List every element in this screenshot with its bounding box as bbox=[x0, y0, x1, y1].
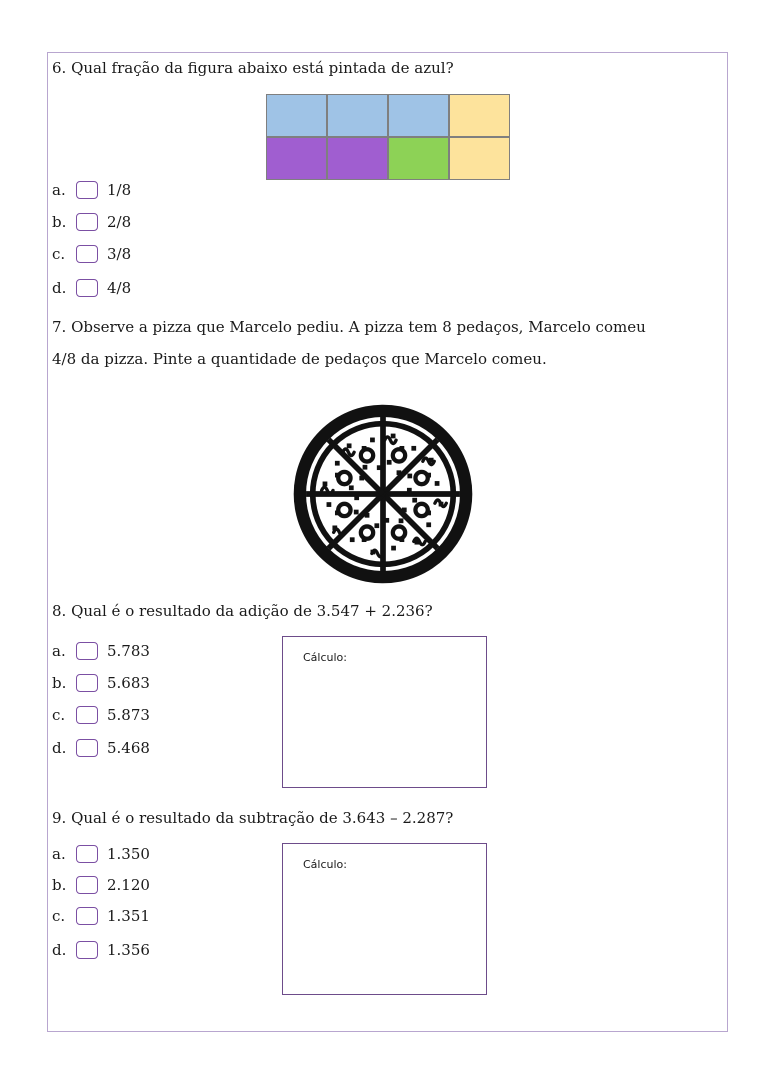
q9-checkbox-a[interactable] bbox=[76, 845, 98, 863]
grid-cell bbox=[449, 137, 510, 180]
q6-checkbox-a[interactable] bbox=[76, 181, 98, 199]
topping-piece bbox=[412, 498, 417, 503]
option-letter: c. bbox=[52, 245, 66, 263]
q8-option-a bbox=[52, 641, 150, 661]
topping-piece bbox=[435, 481, 440, 486]
q9-checkbox-b[interactable] bbox=[76, 876, 98, 894]
topping-piece bbox=[400, 537, 405, 542]
grid-cell bbox=[266, 137, 327, 180]
q6-option-c bbox=[52, 244, 131, 264]
topping-piece bbox=[370, 438, 375, 443]
q9-calculation-box[interactable] bbox=[282, 843, 487, 995]
q9-option-c bbox=[52, 906, 150, 926]
q6-checkbox-b[interactable] bbox=[76, 213, 98, 231]
option-text: 5.683 bbox=[107, 674, 150, 692]
q9-option-b bbox=[52, 875, 150, 895]
option-text: 2/8 bbox=[107, 213, 132, 231]
calculation-label: Cálculo: bbox=[303, 858, 347, 871]
option-letter: a. bbox=[52, 845, 66, 863]
option-text: 1.356 bbox=[107, 941, 150, 959]
topping-piece bbox=[426, 522, 431, 527]
topping-piece bbox=[354, 495, 359, 500]
calculation-label: Cálculo: bbox=[303, 651, 347, 664]
topping-piece bbox=[397, 470, 402, 475]
q9-checkbox-d[interactable] bbox=[76, 941, 98, 959]
topping-piece bbox=[335, 461, 340, 466]
topping-piece bbox=[354, 510, 359, 515]
question-9-text: 9. Qual é o resultado da subtração de 3.643 – 2.287? bbox=[52, 809, 454, 827]
topping-piece bbox=[411, 446, 416, 451]
option-letter: c. bbox=[52, 907, 66, 925]
option-text: 2.120 bbox=[107, 876, 150, 894]
option-text: 5.468 bbox=[107, 739, 150, 757]
option-text: 5.783 bbox=[107, 642, 150, 660]
option-text: 5.873 bbox=[107, 706, 150, 724]
topping-piece bbox=[362, 537, 367, 542]
question-7-line-2: 4/8 da pizza. Pinte a quantidade de pedaços que Marcelo comeu. bbox=[52, 350, 547, 368]
q8-checkbox-d[interactable] bbox=[76, 739, 98, 757]
topping-piece bbox=[359, 476, 364, 481]
grid-cell bbox=[266, 94, 327, 137]
topping-piece bbox=[335, 473, 340, 478]
q6-option-b bbox=[52, 212, 131, 232]
grid-cell bbox=[327, 137, 388, 180]
topping-piece bbox=[387, 460, 392, 465]
topping-piece bbox=[402, 508, 407, 513]
q9-option-d bbox=[52, 940, 150, 960]
topping-piece bbox=[377, 465, 382, 470]
topping-piece bbox=[407, 488, 412, 493]
option-text: 4/8 bbox=[107, 279, 132, 297]
option-letter: d. bbox=[52, 279, 67, 297]
option-text: 1.351 bbox=[107, 907, 150, 925]
topping-piece bbox=[374, 523, 379, 528]
question-8-text: 8. Qual é o resultado da adição de 3.547 + 2.236? bbox=[52, 602, 433, 620]
topping-piece bbox=[365, 513, 370, 518]
topping-piece bbox=[384, 518, 389, 523]
pizza-slices bbox=[294, 405, 473, 584]
topping-piece bbox=[391, 434, 396, 439]
option-letter: d. bbox=[52, 739, 67, 757]
topping-piece bbox=[426, 473, 431, 478]
option-text: 3/8 bbox=[107, 245, 132, 263]
q8-calculation-box[interactable] bbox=[282, 636, 487, 788]
topping-piece bbox=[349, 485, 354, 490]
question-7-line-1: 7. Observe a pizza que Marcelo pediu. A pizza tem 8 pedaços, Marcelo comeu bbox=[52, 318, 646, 336]
option-text: 1.350 bbox=[107, 845, 150, 863]
grid-cell bbox=[388, 137, 449, 180]
topping-piece bbox=[391, 546, 396, 551]
option-letter: a. bbox=[52, 181, 66, 199]
topping-piece bbox=[350, 537, 355, 542]
option-letter: d. bbox=[52, 941, 67, 959]
pizza-illustration bbox=[288, 399, 478, 589]
q8-checkbox-c[interactable] bbox=[76, 706, 98, 724]
q8-option-d bbox=[52, 738, 150, 758]
q9-option-a bbox=[52, 844, 150, 864]
topping-piece bbox=[363, 465, 368, 470]
topping-piece bbox=[335, 511, 340, 516]
question-6-text: 6. Qual fração da figura abaixo está pintada de azul? bbox=[52, 59, 454, 77]
q9-checkbox-c[interactable] bbox=[76, 907, 98, 925]
topping-piece bbox=[400, 446, 405, 451]
grid-cell bbox=[449, 94, 510, 137]
topping-piece bbox=[347, 443, 352, 448]
option-letter: b. bbox=[52, 213, 67, 231]
option-letter: b. bbox=[52, 674, 67, 692]
option-letter: b. bbox=[52, 876, 67, 894]
q8-option-c bbox=[52, 705, 150, 725]
topping-piece bbox=[407, 474, 412, 479]
fraction-grid bbox=[266, 94, 510, 180]
topping-piece bbox=[426, 511, 431, 516]
option-text: 1/8 bbox=[107, 181, 132, 199]
q6-checkbox-d[interactable] bbox=[76, 279, 98, 297]
topping-piece bbox=[327, 502, 332, 507]
q8-checkbox-b[interactable] bbox=[76, 674, 98, 692]
option-letter: c. bbox=[52, 706, 66, 724]
q8-checkbox-a[interactable] bbox=[76, 642, 98, 660]
q6-option-a bbox=[52, 180, 131, 200]
q6-checkbox-c[interactable] bbox=[76, 245, 98, 263]
grid-cell bbox=[327, 94, 388, 137]
grid-cell bbox=[388, 94, 449, 137]
topping-piece bbox=[399, 518, 404, 523]
option-letter: a. bbox=[52, 642, 66, 660]
topping-piece bbox=[362, 446, 367, 451]
q8-option-b bbox=[52, 673, 150, 693]
q6-option-d bbox=[52, 278, 131, 298]
